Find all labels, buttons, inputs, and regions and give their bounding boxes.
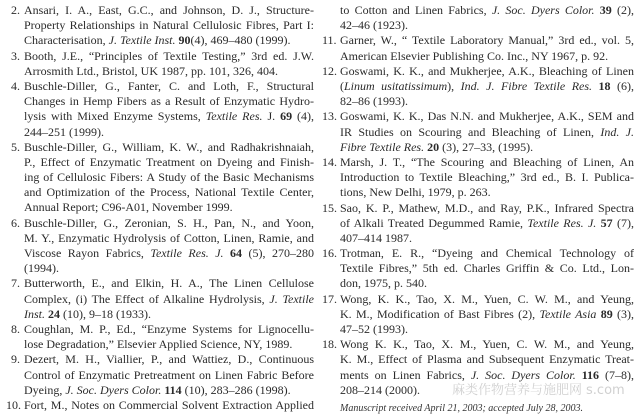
reference-line [24,170,314,185]
text: (4), [292,109,314,124]
watermark [452,383,629,399]
reference-line [340,94,408,109]
text: Complex, (i) The Effect of Alkaline Hydrolysis, [24,291,270,306]
reference-line [24,64,278,79]
text: (6), [610,78,635,93]
journal-title: Inst. [24,306,45,321]
text: American Elsevier Publishing Co. Inc., NY 1967, p. 92. [340,48,609,63]
text: don, 1975, p. 540. [340,276,427,291]
reference-line [24,276,314,291]
reference-line [340,307,634,322]
journal-title: Textile Asia [539,306,597,321]
reference-line [340,246,634,261]
journal-title: J. Soc. Dyers Color. [65,382,162,397]
reference-line [340,276,427,291]
reference-line [24,109,314,124]
reference-line [24,337,292,352]
journal-title: Linum usitatissimum [344,78,448,93]
text: P., Effect of Enzymatic Treatment on Dyeing and Finish- [24,154,314,169]
reference-line [24,307,151,322]
reference-item [322,33,634,63]
reference-item [6,140,314,216]
reference-item [322,292,634,338]
reference-line [24,398,314,413]
reference-line [24,352,314,367]
reference-line [24,18,314,33]
reference-line [340,140,533,155]
reference-line [340,155,634,170]
text: Buschle-Diller, G., William, K. W., and Radhakrishnaiah, [24,139,314,154]
reference-number: 7. [11,276,20,291]
reference-line [24,200,233,215]
journal-title: J. Soc. Dyers Color. [491,3,595,17]
text: K. M., Modification of Bast Fibres (2), [340,306,540,321]
volume-number: 89 [600,306,613,321]
volume-number: 116 [581,367,600,382]
journal-title: Textile Res. J. [527,215,597,230]
reference-line [340,368,634,383]
text: ( [340,78,344,93]
reference-number: 10. [6,398,21,412]
reference-line [24,79,314,94]
text: Introduction to Textile Bleaching,” 3rd ed., B. I. Publica- [340,170,634,185]
text: Goswami, K. K., and Mukherjee, A.K., Bleaching of Linen [340,63,634,78]
text: Viscose Rayon Fabrics, [24,246,151,261]
text: Wong, K. K., Tao, X. M., Yuen, C. W. M., and Yeung, [340,291,634,306]
reference-number: 11. [322,33,337,48]
reference-number: 9. [11,352,20,367]
text: tions, New Delhi, 1979, p. 263. [340,185,491,200]
reference-line [340,322,408,337]
reference-line [340,3,634,18]
reference-item [322,201,634,247]
journal-title: Textile Res. [205,109,263,124]
reference-number: 18. [322,337,337,352]
text: Fort, M., Notes on Commercial Solvent Extraction Applied [24,398,314,412]
text: Trotman, E. R., “Dyeing and Chemical Technology of [340,246,634,261]
reference-line [24,216,314,231]
text: to Cotton and Linen Fabrics, [340,3,492,17]
text: Changes in Hemp Fibers as a Result of Enzymatic Hydro- [24,94,314,109]
reference-number: 14. [322,154,337,169]
reference-item [6,352,314,398]
text: Characterisation, [24,33,109,48]
reference-item [6,3,314,49]
text: Coughlan, M. P., Ed., “Enzyme Systems for Lignocellu- [24,322,314,337]
reference-number: 6. [11,215,20,230]
reference-line [340,352,634,367]
reference-number: 13. [322,109,337,124]
text: 244–251 (1999). [24,124,104,139]
volume-number: 39 [599,3,612,17]
text: 42–46 (1923). [340,18,408,33]
reference-item [322,246,634,292]
reference-line [24,3,314,18]
text: M. Y., Enzymatic Hydrolysis of Cotton, Linen, Ramie, and [24,230,314,245]
reference-item [6,276,314,322]
reference-line [24,155,314,170]
reference-line [340,337,634,352]
journal-title: J. Textile [269,291,314,306]
text: lose Degradation,” Elsevier Applied Science, NY, 1989. [24,337,293,352]
reference-line [24,261,59,276]
text: (10), 283–286 (1998). [181,382,291,397]
volume-number: 90 [178,33,191,48]
text: (7–8), [599,367,635,382]
reference-line [340,109,634,124]
journal-title: Ind. J. Fibre Textile Res. [460,78,593,93]
references-left-column [6,3,314,413]
volume-number: 64 [230,246,243,261]
reference-line [24,125,104,140]
reference-item [6,398,314,413]
text: (3), 27–33, (1995). [439,139,534,154]
text: (5), 270–280 [242,246,314,261]
reference-line [24,33,291,48]
journal-title: J. Soc. Dyers Color. [470,367,576,382]
text: Annual Report; C96-A01, November 1999. [24,200,233,215]
text: 407–414 1987. [340,230,412,245]
text: Wong K. K., Tao, X. M., Yuen, C. W. M., and Yeung, [340,337,634,352]
journal-title: J. Textile Inst. [108,33,176,48]
volume-number: 57 [600,215,613,230]
text: Booth, J.E., “Principles of Textile Testing,” 3rd ed. J.W. [24,48,314,63]
reference-line [340,216,634,231]
reference-number: 4. [11,78,20,93]
text: (2), [611,3,634,17]
text: Butterworth, E., and Elkin, H. A., The Linen Cellulose [24,276,314,291]
volume-number: 24 [48,306,60,321]
reference-line [24,322,314,337]
text: K. M., Effect of Plasma and Subsequent Enzymatic Treat- [340,352,634,367]
reference-line [24,94,314,109]
text: Buschle-Diller, G., Zeronian, S. H., Pan, N., and Yoon, [24,215,314,230]
text: Buschle-Diller, G., Fanter, C. and Loth, F., Structural [24,78,314,93]
reference-line [24,231,314,246]
reference-line [340,185,491,200]
text: ), [447,78,461,93]
reference-line [340,33,634,48]
manuscript-dates: Manuscript received April 21, 2003; accepted July 28, 2003. [340,403,583,414]
text: Textile Fibres,” 5th ed. Charles Griffin & Co. Ltd., Lon- [340,261,634,276]
reference-line [340,79,634,94]
reference-line [24,246,314,261]
reference-number: 15. [322,200,337,215]
reference-item [322,3,634,33]
text: of Alkali Treated Degummed Ramie, [340,215,528,230]
reference-line [340,231,412,246]
text: ments on Linen Fabrics, [340,367,471,382]
references-right-column [322,3,634,398]
reference-item [6,49,314,79]
reference-number: 12. [322,63,337,78]
text: ing of Cellulosic Fibers: A Study of the Basic Mechanisms [24,170,314,185]
text: Ansari, I. A., East, G.C., and Johnson, D. J., Structure- [24,3,314,17]
reference-line [24,292,314,307]
volume-number: 18 [598,78,611,93]
reference-line [340,292,634,307]
text: Property Relationships in Natural Cellulosic Fibres, Part I: [24,18,314,33]
text: J. [262,109,281,124]
text: Garner, W., “ Textile Laboratory Manual,” 3rd ed., vol. 5, [340,33,634,48]
reference-line [340,201,634,216]
journal-title: Ind. J. [600,124,634,139]
reference-number: 16. [322,246,337,261]
reference-line [340,49,608,64]
text: lysis with Mixed Enzyme Systems, [24,109,206,124]
reference-line [340,261,634,276]
text: Dyeing, [24,382,66,397]
watermark-line-2: s.com [586,383,625,398]
journal-title: Textile Res. J. [150,246,224,261]
reference-item [322,109,634,155]
text: (10), 9–18 (1933). [60,306,151,321]
text: (4), 469–480 (1999). [190,33,291,48]
reference-line [24,140,314,155]
reference-number: 8. [11,322,20,337]
text: (7), [612,215,634,230]
volume-number: 20 [427,139,440,154]
volume-number: 69 [280,109,293,124]
reference-line [24,383,291,398]
reference-number: 5. [11,139,20,154]
text: Sao, K. P., Mathew, M.D., and Ray, P.K., Infrared Spectra [340,200,634,215]
text: 208–214 (2000). [340,382,420,397]
reference-line [24,368,314,383]
reference-line [24,49,314,64]
reference-line [340,383,420,398]
reference-line [340,125,634,140]
text: 47–52 (1993). [340,322,408,337]
text: 82–86 (1993). [340,94,408,109]
reference-number: 2. [11,3,20,17]
reference-line [340,170,634,185]
text: (1994). [24,261,59,276]
reference-line [24,185,314,200]
reference-line [340,18,408,33]
text: Goswami, K. K., Das N.N. and Mukherjee, A.K., SEM and [340,109,634,124]
text: and Optimization of the Process, National Textile Center, [24,185,314,200]
text: Marsh, J. T., “The Scouring and Bleaching of Linen, An [340,154,634,169]
reference-item [6,216,314,277]
text: Dezert, M. H., Viallier, P., and Wattiez, D., Continuous [24,352,314,367]
text: Control of Enzymatic Pretreatment on Linen Fabric Before [24,367,314,382]
reference-number: 3. [11,48,20,63]
volume-number: 114 [164,382,182,397]
text: Arrosmith Ltd., Bristol, UK 1987, pp. 101, 326, 404. [24,63,278,78]
reference-item [322,64,634,110]
reference-number: 17. [322,291,337,306]
reference-item [6,322,314,352]
text: IR Studies on Scouring and Bleaching of Linen, [340,124,601,139]
reference-item [322,155,634,201]
text: (3), [612,306,635,321]
reference-item [6,79,314,140]
journal-title: Fibre Textile Res. [340,139,425,154]
watermark-line-1: 麻类作物营养与施肥网 [452,383,583,398]
reference-line [340,64,634,79]
